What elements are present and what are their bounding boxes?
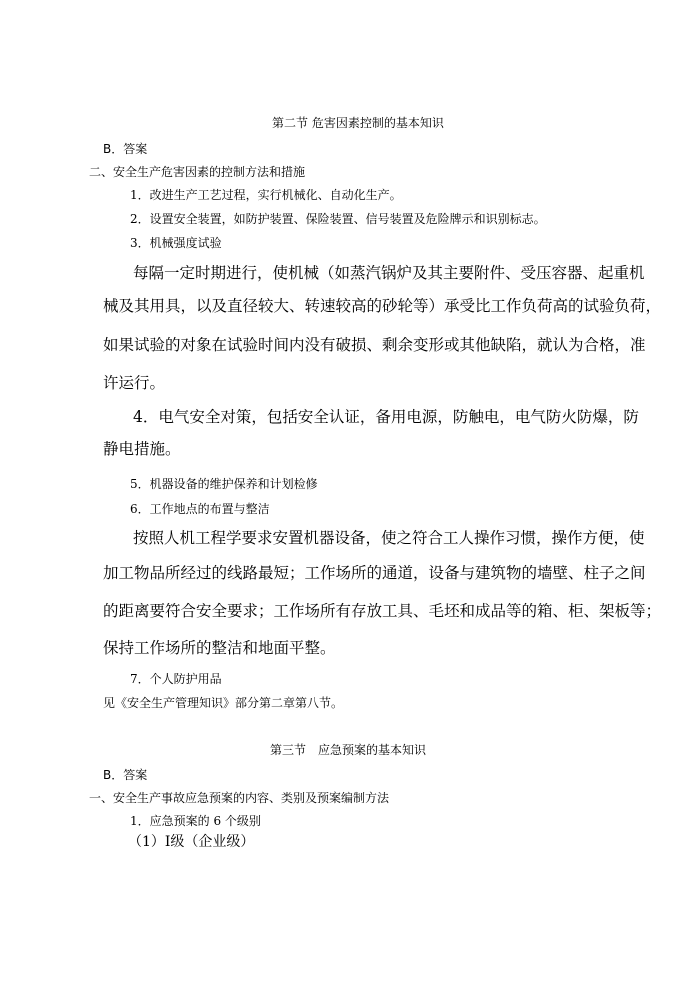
section-3-title: 第三节 应急预案的基本知识 [270,743,427,757]
list-item-5: 5．机器设备的维护保养和计划检修 [130,477,318,491]
list-item-4-text: 包括安全认证，备用电源，防触电，电气防火防爆，防 [266,408,639,426]
section-2-title: 第二节 危害因素控制的基本知识 [272,116,444,130]
answer-label: B．答案 [103,142,148,156]
paragraph-line: 保持工作场所的整洁和地面平整。 [103,639,336,657]
paragraph-line: 许运行。 [103,374,166,392]
paragraph-line: 按照人机工程学要求安置机器设备，使之符合工人操作习惯，操作方便，使 [133,529,645,547]
list-item-4-continuation: 静电措施。 [103,440,181,458]
list-item-1: 1．改进生产工艺过程，实行机械化、自动化生产。 [130,188,402,202]
sub-item-1: （1）Ⅰ级（企业级） [128,834,255,850]
list-item-6: 6．工作地点的布置与整洁 [130,502,270,516]
section-heading: 一、安全生产事故应急预案的内容、类别及预案编制方法 [89,791,390,805]
section-heading: 二、安全生产危害因素的控制方法和措施 [89,165,306,179]
list-item-4 [133,405,639,427]
paragraph-line: 每隔一定时期进行，使机械（如蒸汽锅炉及其主要附件、受压容器、起重机 [133,264,645,282]
paragraph-line: 加工物品所经过的线路最短；工作场所的通道，设备与建筑物的墙壁、柱子之间 [103,564,646,582]
paragraph-line: 的距离要符合安全要求；工作场所有存放工具、毛坯和成品等的箱、柜、架板等； [103,602,662,620]
reference-note: 见《安全生产管理知识》部分第二章第八节。 [103,696,344,710]
paragraph-line: 如果试验的对象在试验时间内没有破损、剩余变形或其他缺陷，就认为合格，准 [103,336,646,354]
list-item-2: 2．设置安全装置，如防护装置、保险装置、信号装置及危险牌示和识别标志。 [130,212,546,226]
answer-label: B．答案 [103,768,148,782]
list-item-7: 7．个人防护用品 [130,672,222,686]
paragraph-line: 械及其用具，以及直径较大、转速较高的砂轮等）承受比工作负荷高的试验负荷， [103,297,662,315]
list-item-1: 1．应急预案的 6 个级别 [130,814,261,828]
list-item-3: 3．机械强度试验 [130,236,222,250]
list-item-4-label: 4．电气安全对策， [133,408,267,426]
